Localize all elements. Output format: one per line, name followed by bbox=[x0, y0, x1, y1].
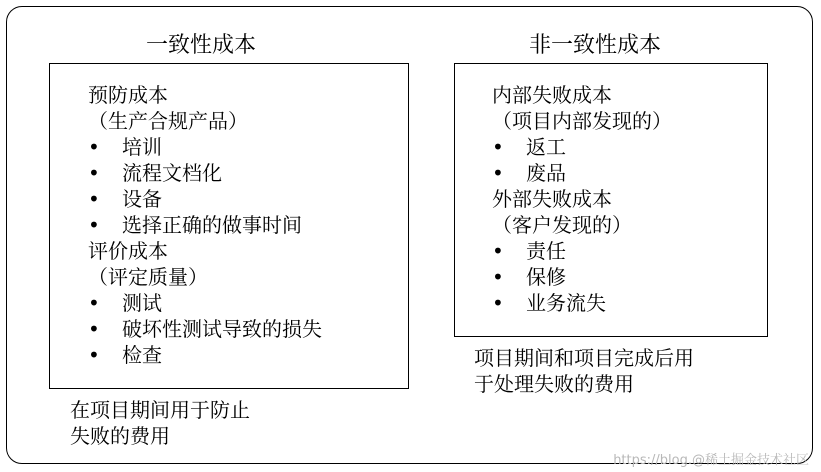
list-item: 内部失败成本 bbox=[492, 83, 612, 107]
bullet-icon: • bbox=[88, 291, 100, 315]
list-item bbox=[492, 134, 672, 160]
list-item: （评定质量） bbox=[88, 265, 208, 289]
bullet-icon: • bbox=[492, 239, 504, 263]
note-line: 项目期间和项目完成后用 bbox=[474, 346, 694, 370]
watermark: https://blog.@稀土掘金技术社区 bbox=[613, 453, 809, 468]
list-item-label: 选择正确的做事时间 bbox=[122, 213, 302, 237]
list-item-label: 保修 bbox=[526, 265, 566, 289]
list-item bbox=[492, 264, 672, 290]
list-item-label: 废品 bbox=[526, 161, 566, 185]
list-item bbox=[88, 186, 322, 212]
list-item: 评价成本 bbox=[88, 239, 168, 263]
list-item: 外部失败成本 bbox=[492, 187, 612, 211]
list-item-label: 责任 bbox=[526, 239, 566, 263]
nonconformance-cost-list bbox=[492, 82, 672, 316]
note-line: 在项目期间用于防止 bbox=[70, 398, 250, 422]
bullet-icon: • bbox=[88, 135, 100, 159]
list-item bbox=[88, 134, 322, 160]
conformance-cost-list bbox=[88, 82, 322, 368]
list-item bbox=[88, 316, 322, 342]
bullet-icon: • bbox=[88, 161, 100, 185]
list-item-label: 设备 bbox=[122, 187, 162, 211]
list-item: （客户发现的） bbox=[492, 213, 632, 237]
list-item bbox=[88, 160, 322, 186]
list-item bbox=[492, 160, 672, 186]
list-item: （项目内部发现的） bbox=[492, 109, 672, 133]
list-item bbox=[88, 290, 322, 316]
list-item-label: 业务流失 bbox=[526, 291, 606, 315]
list-item-label: 检查 bbox=[122, 343, 162, 367]
bullet-icon: • bbox=[88, 213, 100, 237]
nonconformance-cost-title: 非一致性成本 bbox=[529, 33, 662, 58]
note-line: 失败的费用 bbox=[70, 424, 170, 448]
bullet-icon: • bbox=[492, 265, 504, 289]
list-item-label: 破坏性测试导致的损失 bbox=[122, 317, 322, 341]
bullet-icon: • bbox=[88, 187, 100, 211]
list-item bbox=[88, 342, 322, 368]
list-item-label: 返工 bbox=[526, 135, 566, 159]
bullet-icon: • bbox=[492, 161, 504, 185]
note-line: 于处理失败的费用 bbox=[474, 372, 634, 396]
list-item: 预防成本 bbox=[88, 83, 168, 107]
list-item bbox=[492, 238, 672, 264]
bullet-icon: • bbox=[88, 343, 100, 367]
list-item: （生产合规产品） bbox=[88, 109, 248, 133]
list-item bbox=[88, 212, 322, 238]
list-item bbox=[492, 290, 672, 316]
list-item-label: 流程文档化 bbox=[122, 161, 222, 185]
conformance-cost-title: 一致性成本 bbox=[146, 33, 257, 58]
list-item-label: 测试 bbox=[122, 291, 162, 315]
bullet-icon: • bbox=[88, 317, 100, 341]
list-item-label: 培训 bbox=[122, 135, 162, 159]
conformance-cost-note bbox=[70, 397, 250, 449]
nonconformance-cost-note bbox=[474, 345, 694, 397]
bullet-icon: • bbox=[492, 291, 504, 315]
bullet-icon: • bbox=[492, 135, 504, 159]
